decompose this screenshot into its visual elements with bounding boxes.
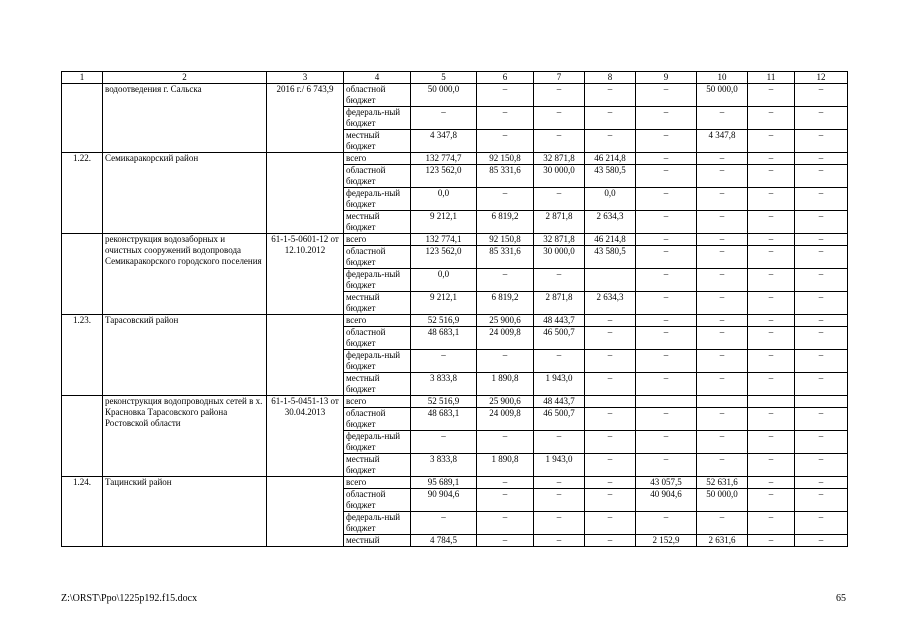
- amount-cell: –: [748, 408, 795, 431]
- budget-table: [61, 71, 848, 547]
- amount-cell: 30 000,0: [534, 165, 585, 188]
- amount-cell: –: [585, 315, 636, 327]
- amount-cell: –: [636, 408, 697, 431]
- amount-cell: –: [697, 292, 748, 315]
- amount-cell: 24 009,8: [477, 408, 534, 431]
- amount-cell: 2 871,8: [534, 211, 585, 234]
- amount-cell: –: [477, 130, 534, 153]
- amount-cell: –: [636, 165, 697, 188]
- object-name: Семикаракорский район: [103, 153, 267, 234]
- amount-cell: –: [585, 350, 636, 373]
- row-number: [62, 396, 103, 477]
- page-number: 65: [836, 593, 846, 604]
- amount-cell: –: [477, 512, 534, 535]
- table-row: [62, 396, 848, 408]
- object-name: Тацинский район: [103, 477, 267, 547]
- row-number: 1.24.: [62, 477, 103, 547]
- amount-cell: –: [636, 327, 697, 350]
- amount-cell: 123 562,0: [411, 165, 477, 188]
- amount-cell: –: [636, 107, 697, 130]
- amount-cell: 2 152,9: [636, 535, 697, 547]
- budget-source: местный бюджет: [344, 292, 411, 315]
- document-code: 2016 г./ 6 743,9: [267, 84, 344, 153]
- budget-source: федераль-ный бюджет: [344, 350, 411, 373]
- row-number: [62, 234, 103, 315]
- amount-cell: 95 689,1: [411, 477, 477, 489]
- amount-cell: 48 683,1: [411, 327, 477, 350]
- amount-cell: 52 516,9: [411, 396, 477, 408]
- amount-cell: –: [795, 246, 848, 269]
- amount-cell: –: [748, 84, 795, 107]
- amount-cell: –: [795, 107, 848, 130]
- amount-cell: 52 516,9: [411, 315, 477, 327]
- amount-cell: 25 900,6: [477, 315, 534, 327]
- amount-cell: –: [748, 373, 795, 396]
- amount-cell: 90 904,6: [411, 489, 477, 512]
- amount-cell: –: [748, 535, 795, 547]
- amount-cell: –: [697, 269, 748, 292]
- amount-cell: –: [636, 188, 697, 211]
- amount-cell: [748, 396, 795, 408]
- amount-cell: –: [636, 234, 697, 246]
- amount-cell: –: [534, 512, 585, 535]
- amount-cell: –: [697, 188, 748, 211]
- amount-cell: –: [697, 153, 748, 165]
- file-path: Z:\ORST\Ppo\1225p192.f15.docx: [61, 593, 198, 604]
- document-code: [267, 153, 344, 234]
- amount-cell: –: [477, 350, 534, 373]
- amount-cell: –: [585, 431, 636, 454]
- amount-cell: –: [697, 327, 748, 350]
- budget-source: местный бюджет: [344, 454, 411, 477]
- amount-cell: [636, 396, 697, 408]
- amount-cell: [697, 396, 748, 408]
- amount-cell: –: [585, 454, 636, 477]
- amount-cell: –: [585, 84, 636, 107]
- amount-cell: –: [795, 165, 848, 188]
- amount-cell: 0,0: [585, 188, 636, 211]
- amount-cell: –: [748, 431, 795, 454]
- amount-cell: 85 331,6: [477, 165, 534, 188]
- amount-cell: –: [748, 153, 795, 165]
- amount-cell: 30 000,0: [534, 246, 585, 269]
- amount-cell: 46 500,7: [534, 327, 585, 350]
- column-header: 4: [344, 72, 411, 84]
- object-name: Тарасовский район: [103, 315, 267, 396]
- amount-cell: –: [585, 489, 636, 512]
- column-header: 1: [62, 72, 103, 84]
- amount-cell: –: [795, 535, 848, 547]
- amount-cell: –: [585, 512, 636, 535]
- amount-cell: –: [697, 350, 748, 373]
- amount-cell: 32 871,8: [534, 153, 585, 165]
- row-number: [62, 84, 103, 153]
- amount-cell: 132 774,7: [411, 153, 477, 165]
- amount-cell: 48 443,7: [534, 315, 585, 327]
- budget-source: местный бюджет: [344, 373, 411, 396]
- amount-cell: –: [636, 269, 697, 292]
- amount-cell: –: [697, 246, 748, 269]
- amount-cell: –: [748, 315, 795, 327]
- amount-cell: –: [748, 327, 795, 350]
- amount-cell: 43 057,5: [636, 477, 697, 489]
- amount-cell: –: [795, 431, 848, 454]
- column-header: 8: [585, 72, 636, 84]
- amount-cell: 123 562,0: [411, 246, 477, 269]
- amount-cell: 48 683,1: [411, 408, 477, 431]
- amount-cell: 46 214,8: [585, 234, 636, 246]
- amount-cell: [585, 269, 636, 292]
- amount-cell: –: [477, 107, 534, 130]
- amount-cell: 46 500,7: [534, 408, 585, 431]
- amount-cell: –: [697, 107, 748, 130]
- amount-cell: –: [748, 130, 795, 153]
- amount-cell: 1 890,8: [477, 454, 534, 477]
- amount-cell: [795, 396, 848, 408]
- amount-cell: 6 819,2: [477, 211, 534, 234]
- amount-cell: –: [636, 512, 697, 535]
- document-code: 61-1-5-0451-13 от 30.04.2013: [267, 396, 344, 477]
- amount-cell: –: [697, 315, 748, 327]
- column-header: 6: [477, 72, 534, 84]
- amount-cell: 1 890,8: [477, 373, 534, 396]
- amount-cell: –: [636, 350, 697, 373]
- amount-cell: 24 009,8: [477, 327, 534, 350]
- amount-cell: –: [795, 269, 848, 292]
- amount-cell: –: [795, 211, 848, 234]
- amount-cell: 48 443,7: [534, 396, 585, 408]
- amount-cell: –: [636, 211, 697, 234]
- amount-cell: –: [748, 350, 795, 373]
- amount-cell: 6 819,2: [477, 292, 534, 315]
- amount-cell: 4 347,8: [697, 130, 748, 153]
- amount-cell: –: [748, 246, 795, 269]
- amount-cell: 3 833,8: [411, 454, 477, 477]
- amount-cell: –: [585, 477, 636, 489]
- amount-cell: –: [636, 454, 697, 477]
- amount-cell: –: [477, 535, 534, 547]
- amount-cell: 92 150,8: [477, 234, 534, 246]
- column-header: 2: [103, 72, 267, 84]
- amount-cell: –: [636, 292, 697, 315]
- amount-cell: 43 580,5: [585, 165, 636, 188]
- amount-cell: [585, 396, 636, 408]
- amount-cell: –: [697, 512, 748, 535]
- budget-source: местный бюджет: [344, 211, 411, 234]
- amount-cell: –: [477, 84, 534, 107]
- amount-cell: 2 634,3: [585, 292, 636, 315]
- amount-cell: –: [534, 350, 585, 373]
- amount-cell: 32 871,8: [534, 234, 585, 246]
- amount-cell: –: [795, 234, 848, 246]
- amount-cell: –: [477, 477, 534, 489]
- amount-cell: 2 631,6: [697, 535, 748, 547]
- budget-source: областной бюджет: [344, 327, 411, 350]
- amount-cell: 52 631,6: [697, 477, 748, 489]
- amount-cell: –: [534, 107, 585, 130]
- amount-cell: –: [748, 107, 795, 130]
- document-code: [267, 315, 344, 396]
- amount-cell: –: [795, 477, 848, 489]
- amount-cell: 50 000,0: [411, 84, 477, 107]
- budget-source: всего: [344, 477, 411, 489]
- amount-cell: 50 000,0: [697, 489, 748, 512]
- amount-cell: 25 900,6: [477, 396, 534, 408]
- amount-cell: 2 634,3: [585, 211, 636, 234]
- amount-cell: 92 150,8: [477, 153, 534, 165]
- column-header: 3: [267, 72, 344, 84]
- budget-source: местный бюджет: [344, 130, 411, 153]
- amount-cell: –: [795, 315, 848, 327]
- budget-source: областной бюджет: [344, 84, 411, 107]
- document-code: [267, 477, 344, 547]
- amount-cell: –: [534, 431, 585, 454]
- amount-cell: 0,0: [411, 188, 477, 211]
- column-header: 10: [697, 72, 748, 84]
- amount-cell: 43 580,5: [585, 246, 636, 269]
- amount-cell: –: [748, 454, 795, 477]
- amount-cell: 9 212,1: [411, 211, 477, 234]
- amount-cell: –: [534, 84, 585, 107]
- amount-cell: 1 943,0: [534, 454, 585, 477]
- budget-source: всего: [344, 153, 411, 165]
- amount-cell: –: [697, 431, 748, 454]
- object-name: реконструкция водозаборных и очистных сооружений водопровода Семикаракорского городского поселения: [103, 234, 267, 315]
- amount-cell: –: [534, 188, 585, 211]
- amount-cell: –: [748, 269, 795, 292]
- row-number: 1.23.: [62, 315, 103, 396]
- budget-source: всего: [344, 315, 411, 327]
- amount-cell: –: [411, 431, 477, 454]
- amount-cell: –: [534, 477, 585, 489]
- amount-cell: –: [477, 188, 534, 211]
- column-header: 5: [411, 72, 477, 84]
- amount-cell: 46 214,8: [585, 153, 636, 165]
- amount-cell: –: [585, 130, 636, 153]
- amount-cell: 2 871,8: [534, 292, 585, 315]
- amount-cell: –: [585, 535, 636, 547]
- amount-cell: 9 212,1: [411, 292, 477, 315]
- budget-source: федераль-ный бюджет: [344, 188, 411, 211]
- budget-source: областной бюджет: [344, 408, 411, 431]
- amount-cell: –: [534, 130, 585, 153]
- amount-cell: –: [534, 269, 585, 292]
- object-name: водоотведения г. Сальска: [103, 84, 267, 153]
- amount-cell: –: [795, 130, 848, 153]
- amount-cell: –: [748, 489, 795, 512]
- amount-cell: –: [748, 188, 795, 211]
- budget-source: областной бюджет: [344, 246, 411, 269]
- amount-cell: 40 904,6: [636, 489, 697, 512]
- amount-cell: –: [636, 130, 697, 153]
- column-header: 11: [748, 72, 795, 84]
- amount-cell: –: [477, 431, 534, 454]
- amount-cell: –: [697, 234, 748, 246]
- amount-cell: –: [697, 211, 748, 234]
- amount-cell: –: [636, 246, 697, 269]
- amount-cell: –: [477, 269, 534, 292]
- amount-cell: –: [585, 373, 636, 396]
- amount-cell: –: [585, 107, 636, 130]
- amount-cell: –: [795, 454, 848, 477]
- amount-cell: 3 833,8: [411, 373, 477, 396]
- amount-cell: –: [697, 165, 748, 188]
- table-row: [62, 153, 848, 165]
- budget-source: федераль-ный бюджет: [344, 512, 411, 535]
- amount-cell: –: [748, 477, 795, 489]
- amount-cell: –: [748, 165, 795, 188]
- amount-cell: –: [411, 350, 477, 373]
- amount-cell: –: [636, 431, 697, 454]
- amount-cell: –: [795, 327, 848, 350]
- budget-source: федераль-ный бюджет: [344, 431, 411, 454]
- amount-cell: –: [585, 408, 636, 431]
- amount-cell: –: [636, 84, 697, 107]
- row-number: 1.22.: [62, 153, 103, 234]
- table-row: [62, 315, 848, 327]
- amount-cell: –: [697, 408, 748, 431]
- amount-cell: 4 784,5: [411, 535, 477, 547]
- amount-cell: –: [795, 408, 848, 431]
- amount-cell: 1 943,0: [534, 373, 585, 396]
- amount-cell: –: [748, 292, 795, 315]
- amount-cell: –: [795, 350, 848, 373]
- amount-cell: 4 347,8: [411, 130, 477, 153]
- amount-cell: –: [477, 489, 534, 512]
- column-header: 7: [534, 72, 585, 84]
- amount-cell: –: [795, 512, 848, 535]
- budget-source: федераль-ный бюджет: [344, 107, 411, 130]
- budget-source: областной бюджет: [344, 489, 411, 512]
- table-row: [62, 234, 848, 246]
- amount-cell: –: [585, 327, 636, 350]
- amount-cell: –: [795, 84, 848, 107]
- amount-cell: –: [795, 489, 848, 512]
- amount-cell: –: [636, 373, 697, 396]
- amount-cell: –: [534, 535, 585, 547]
- amount-cell: –: [411, 512, 477, 535]
- budget-source: всего: [344, 234, 411, 246]
- table-header-row: [62, 72, 848, 84]
- amount-cell: –: [534, 489, 585, 512]
- amount-cell: –: [697, 454, 748, 477]
- amount-cell: –: [795, 292, 848, 315]
- budget-source: местный: [344, 535, 411, 547]
- table-row: [62, 477, 848, 489]
- budget-source: всего: [344, 396, 411, 408]
- amount-cell: 132 774,1: [411, 234, 477, 246]
- amount-cell: –: [697, 373, 748, 396]
- budget-source: областной бюджет: [344, 165, 411, 188]
- amount-cell: –: [748, 211, 795, 234]
- table-body: [62, 84, 848, 547]
- budget-source: федераль-ный бюджет: [344, 269, 411, 292]
- amount-cell: –: [636, 153, 697, 165]
- amount-cell: –: [636, 315, 697, 327]
- column-header: 12: [795, 72, 848, 84]
- document-code: 61-1-5-0601-12 от 12.10.2012: [267, 234, 344, 315]
- object-name: реконструкция водопроводных сетей в х. Красновка Тарасовского района Ростовской области: [103, 396, 267, 477]
- table-row: [62, 84, 848, 107]
- amount-cell: 0,0: [411, 269, 477, 292]
- column-header: 9: [636, 72, 697, 84]
- amount-cell: –: [748, 512, 795, 535]
- amount-cell: 85 331,6: [477, 246, 534, 269]
- amount-cell: –: [748, 234, 795, 246]
- amount-cell: –: [795, 373, 848, 396]
- amount-cell: –: [411, 107, 477, 130]
- amount-cell: –: [795, 153, 848, 165]
- amount-cell: –: [795, 188, 848, 211]
- amount-cell: 50 000,0: [697, 84, 748, 107]
